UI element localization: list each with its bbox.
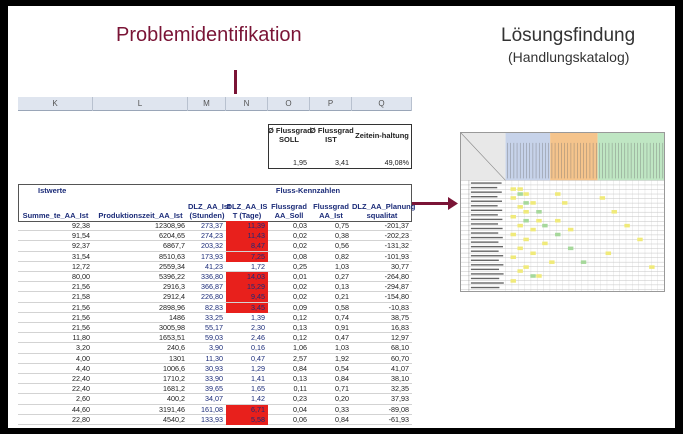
col-header-p[interactable]: P bbox=[310, 97, 352, 111]
catalog-mark bbox=[517, 247, 522, 251]
table-cell[interactable]: 0,47 bbox=[335, 333, 349, 343]
table-cell[interactable]: 1,29 bbox=[251, 363, 265, 373]
table-cell[interactable]: 2912,4 bbox=[163, 292, 185, 302]
table-cell[interactable]: 0,02 bbox=[293, 292, 307, 302]
table-cell[interactable]: 0,13 bbox=[293, 374, 307, 383]
summary-header-ist: Ø Flussgrad bbox=[310, 126, 354, 135]
table-cell[interactable]: -131,32 bbox=[384, 241, 409, 251]
catalog-mark bbox=[568, 228, 573, 232]
table-cell[interactable]: -202,23 bbox=[384, 231, 409, 241]
table-cell[interactable]: 2,57 bbox=[293, 353, 307, 363]
catalog-row-label bbox=[471, 251, 499, 252]
table-cell[interactable]: 21,56 bbox=[72, 323, 90, 332]
table-cell[interactable]: 0,84 bbox=[293, 363, 307, 373]
catalog-mark bbox=[542, 242, 547, 246]
group-header-flow-indicators: Fluss-Kennzahlen bbox=[275, 186, 341, 195]
catalog-mark-green bbox=[517, 192, 522, 196]
catalog-mark bbox=[511, 255, 516, 259]
table-cell[interactable]: 6204,65 bbox=[159, 231, 185, 241]
table-cell[interactable]: 0,23 bbox=[293, 394, 307, 404]
table-cell[interactable]: 226,80 bbox=[201, 292, 223, 302]
table-cell[interactable]: 0,54 bbox=[335, 363, 349, 373]
table-cell[interactable]: 11,43 bbox=[226, 231, 268, 241]
catalog-row-label bbox=[471, 260, 499, 261]
table-cell[interactable]: 5,58 bbox=[226, 415, 268, 425]
table-cell[interactable]: 30,77 bbox=[391, 261, 409, 271]
col-header-o[interactable]: O bbox=[268, 97, 310, 111]
catalog-mark-green bbox=[581, 260, 586, 264]
table-cell[interactable]: 59,03 bbox=[205, 333, 223, 343]
table-cell[interactable]: 0,38 bbox=[335, 231, 349, 241]
table-cell[interactable]: 0,11 bbox=[293, 384, 307, 394]
catalog-mark bbox=[523, 210, 528, 214]
table-cell[interactable]: 3,90 bbox=[209, 343, 223, 353]
table-cell[interactable]: -101,93 bbox=[384, 251, 409, 261]
table-cell[interactable]: 0,56 bbox=[335, 241, 349, 251]
catalog-row-label bbox=[471, 232, 498, 233]
col-header-m[interactable]: M bbox=[188, 97, 226, 111]
table-cell[interactable]: 1,03 bbox=[335, 261, 349, 271]
table-cell[interactable]: 4540,2 bbox=[163, 414, 185, 424]
table-cell[interactable]: 1,72 bbox=[251, 261, 265, 271]
table-cell[interactable]: -154,80 bbox=[384, 292, 409, 302]
catalog-mark bbox=[637, 238, 642, 242]
table-cell[interactable]: 1,92 bbox=[335, 353, 349, 363]
catalog-mark bbox=[555, 192, 560, 196]
table-cell[interactable]: 0,21 bbox=[335, 292, 349, 302]
catalog-mark bbox=[530, 252, 535, 256]
table-cell[interactable]: 0,02 bbox=[293, 231, 307, 241]
summary-header-soll: Ø Flussgrad bbox=[268, 126, 312, 135]
heading-solution-finding: Lösungsfindung bbox=[501, 25, 636, 46]
catalog-row-label bbox=[471, 278, 499, 279]
table-cell[interactable]: 41,23 bbox=[205, 261, 223, 271]
table-cell[interactable]: 0,71 bbox=[335, 384, 349, 394]
group-header-istwerte: Istwerte bbox=[38, 186, 67, 195]
catalog-row-label bbox=[471, 255, 503, 256]
catalog-mark bbox=[517, 205, 522, 209]
table-cell[interactable]: 1,39 bbox=[251, 312, 265, 322]
table-cell[interactable]: 82,83 bbox=[205, 302, 223, 312]
header-flussgrad-ist-2: AA_Ist bbox=[319, 211, 343, 220]
slide bbox=[8, 6, 675, 428]
catalog-mark bbox=[511, 279, 516, 283]
catalog-mark bbox=[555, 219, 560, 223]
table-cell[interactable]: 1,03 bbox=[335, 343, 349, 353]
table-cell[interactable]: 0,04 bbox=[293, 404, 307, 414]
catalog-row-label bbox=[471, 273, 504, 274]
table-cell[interactable]: 7,25 bbox=[226, 252, 268, 262]
table-cell[interactable]: 1,65 bbox=[251, 384, 265, 394]
table-cell[interactable]: 11,80 bbox=[72, 333, 90, 343]
catalog-mark bbox=[536, 274, 541, 278]
table-cell[interactable]: 91,54 bbox=[72, 231, 90, 241]
catalog-mark-green bbox=[530, 274, 535, 278]
catalog-row-label bbox=[471, 228, 503, 229]
summary-header-soll-2: SOLL bbox=[279, 135, 299, 144]
table-cell[interactable]: 0,02 bbox=[293, 241, 307, 251]
catalog-row-label bbox=[471, 187, 497, 188]
catalog-row-label bbox=[471, 191, 502, 192]
header-dlz-tage-1: DLZ_AA_IS bbox=[226, 202, 268, 211]
table-cell[interactable]: 0,03 bbox=[293, 221, 307, 230]
table-cell[interactable]: 3,20 bbox=[76, 343, 90, 353]
table-cell[interactable]: 336,80 bbox=[201, 272, 223, 281]
header-dlz-stunden-2: (Stunden) bbox=[189, 211, 225, 220]
table-cell[interactable]: 0,02 bbox=[293, 282, 307, 292]
table-cell[interactable]: 0,33 bbox=[335, 404, 349, 414]
table-cell[interactable]: 6,71 bbox=[226, 405, 268, 415]
table-cell[interactable]: 3191,46 bbox=[159, 404, 185, 414]
catalog-mark bbox=[549, 260, 554, 264]
table-cell[interactable]: 203,32 bbox=[201, 241, 223, 251]
header-flussgrad-ist-1: Flussgrad bbox=[313, 202, 349, 211]
table-cell[interactable]: 4,40 bbox=[76, 363, 90, 373]
table-cell[interactable]: 0,20 bbox=[335, 394, 349, 404]
catalog-mark bbox=[517, 269, 522, 273]
table-cell[interactable]: 173,93 bbox=[201, 251, 223, 261]
catalog-mark bbox=[606, 252, 611, 256]
catalog-mark bbox=[523, 238, 528, 242]
catalog-row-label bbox=[471, 264, 503, 265]
table-cell[interactable]: 55,17 bbox=[205, 323, 223, 332]
table-cell[interactable]: 21,56 bbox=[72, 312, 90, 322]
catalog-row-label bbox=[471, 210, 502, 211]
table-cell[interactable]: 21,56 bbox=[72, 282, 90, 292]
table-cell[interactable]: 0,09 bbox=[293, 302, 307, 312]
table-cell[interactable]: 0,47 bbox=[251, 353, 265, 363]
table-cell[interactable]: 1681,2 bbox=[163, 384, 185, 394]
table-cell[interactable]: 8510,63 bbox=[159, 251, 185, 261]
table-cell[interactable]: 2898,96 bbox=[159, 302, 185, 312]
table-cell[interactable]: 1710,2 bbox=[163, 374, 185, 383]
table-cell[interactable]: -89,08 bbox=[388, 404, 409, 414]
table-cell[interactable]: 0,06 bbox=[293, 414, 307, 424]
table-cell[interactable]: 9,45 bbox=[226, 292, 268, 302]
table-cell[interactable]: 92,37 bbox=[72, 241, 90, 251]
table-cell[interactable]: 2,60 bbox=[76, 394, 90, 404]
table-cell[interactable]: -264,80 bbox=[384, 272, 409, 281]
table-cell[interactable]: 0,58 bbox=[335, 302, 349, 312]
table-cell[interactable]: 80,00 bbox=[72, 272, 90, 281]
catalog-mark bbox=[511, 187, 516, 191]
table-cell[interactable]: 22,80 bbox=[72, 414, 90, 424]
table-cell[interactable]: 1006,6 bbox=[163, 363, 185, 373]
table-cell[interactable]: 38,10 bbox=[391, 374, 409, 383]
spreadsheet bbox=[18, 94, 416, 424]
arrow-right-head bbox=[448, 197, 458, 210]
catalog-mark-green bbox=[536, 210, 541, 214]
catalog-mark bbox=[530, 201, 535, 205]
table-cell[interactable]: 38,75 bbox=[391, 312, 409, 322]
catalog-mark bbox=[511, 233, 516, 237]
table-cell[interactable]: 2916,3 bbox=[163, 282, 185, 292]
header-flussgrad-soll-2: AA_Soll bbox=[274, 211, 304, 220]
header-dlz-stunden-1: DLZ_AA_Ist bbox=[188, 202, 231, 211]
table-cell[interactable]: 0,01 bbox=[293, 272, 307, 281]
catalog-row-label bbox=[471, 241, 499, 242]
header-summe: Summe_te_AA_Ist bbox=[22, 211, 89, 220]
table-cell[interactable]: 274,23 bbox=[201, 231, 223, 241]
table-cell[interactable]: 0,82 bbox=[335, 251, 349, 261]
table-cell[interactable]: 39,65 bbox=[205, 384, 223, 394]
header-dlz-planung-1: DLZ_AA_Planung bbox=[352, 202, 416, 211]
header-dlz-planung-2: squalitat bbox=[366, 211, 398, 220]
table-cell[interactable]: 1,06 bbox=[293, 343, 307, 353]
table-cell[interactable]: 4,00 bbox=[76, 353, 90, 363]
table-cell[interactable]: 12308,96 bbox=[155, 221, 185, 230]
table-cell[interactable]: 0,08 bbox=[293, 251, 307, 261]
table-cell[interactable]: 44,60 bbox=[72, 404, 90, 414]
table-cell[interactable]: 34,07 bbox=[205, 394, 223, 404]
table-cell[interactable]: 21,56 bbox=[72, 302, 90, 312]
table-cell[interactable]: 161,08 bbox=[201, 404, 223, 414]
table-cell[interactable]: 3005,98 bbox=[159, 323, 185, 332]
table-cell[interactable]: 1301 bbox=[169, 353, 185, 363]
catalog-row-label bbox=[471, 223, 498, 224]
table-cell[interactable]: 0,13 bbox=[293, 323, 307, 332]
table-cell[interactable]: 0,75 bbox=[335, 221, 349, 230]
table-cell[interactable]: 33,90 bbox=[205, 374, 223, 383]
catalog-mark bbox=[523, 192, 528, 196]
catalog-row-label bbox=[471, 182, 502, 183]
table-cell[interactable]: 37,93 bbox=[391, 394, 409, 404]
table-cell[interactable]: 1,41 bbox=[251, 374, 265, 383]
catalog-mark bbox=[612, 210, 617, 214]
catalog-row-label bbox=[471, 214, 498, 215]
catalog-mark bbox=[511, 215, 516, 219]
catalog-mark bbox=[562, 201, 567, 205]
table-cell[interactable]: 1,42 bbox=[251, 394, 265, 404]
table-cell[interactable]: 12,72 bbox=[72, 261, 90, 271]
catalog-mark-green bbox=[523, 219, 528, 223]
column-header-bar bbox=[18, 97, 412, 111]
header-produktionszeit: Produktionszeit_AA_Ist bbox=[98, 211, 183, 220]
catalog-mark bbox=[517, 224, 522, 228]
table-cell[interactable]: 0,12 bbox=[293, 312, 307, 322]
table-cell[interactable]: 22,40 bbox=[72, 374, 90, 383]
table-cell[interactable]: 41,07 bbox=[391, 363, 409, 373]
table-cell[interactable]: 32,35 bbox=[391, 384, 409, 394]
heading-problem-identification: Problemidentifikation bbox=[116, 24, 302, 46]
table-cell[interactable]: 400,2 bbox=[167, 394, 185, 404]
table-cell[interactable]: -10,83 bbox=[388, 302, 409, 312]
heading-action-catalog: (Handlungskatalog) bbox=[508, 49, 630, 65]
catalog-mark bbox=[536, 219, 541, 223]
table-cell[interactable]: 273,37 bbox=[201, 221, 223, 230]
table-cell[interactable]: 30,93 bbox=[205, 363, 223, 373]
catalog-mark-green bbox=[523, 201, 528, 205]
summary-value-soll: 1,95 bbox=[293, 158, 307, 167]
table-cell[interactable]: -201,37 bbox=[384, 221, 409, 230]
table-cell[interactable]: 3,45 bbox=[226, 303, 268, 313]
catalog-row-label bbox=[471, 237, 503, 238]
table-cell[interactable]: 60,70 bbox=[391, 353, 409, 363]
catalog-row-label bbox=[471, 201, 502, 202]
table-cell[interactable]: 0,74 bbox=[335, 312, 349, 322]
table-cell[interactable]: 15,29 bbox=[226, 282, 268, 292]
catalog-row-label bbox=[471, 269, 499, 270]
table-cell[interactable]: -294,87 bbox=[384, 282, 409, 292]
catalog-mark bbox=[649, 265, 654, 269]
catalog-mark bbox=[523, 265, 528, 269]
table-cell[interactable]: 0,13 bbox=[335, 282, 349, 292]
summary-value-zeitein: 49,08% bbox=[384, 158, 409, 167]
table-cell[interactable]: 8,47 bbox=[226, 241, 268, 251]
summary-header-ist-2: IST bbox=[325, 135, 337, 144]
table-cell[interactable]: 14,03 bbox=[226, 272, 268, 282]
table-cell[interactable]: 92,38 bbox=[72, 221, 90, 230]
table-cell[interactable]: 133,93 bbox=[201, 414, 223, 424]
header-flussgrad-soll-1: Flussgrad bbox=[271, 202, 307, 211]
table-cell[interactable]: 2,46 bbox=[251, 333, 265, 343]
table-cell[interactable]: 6867,7 bbox=[163, 241, 185, 251]
col-header-l[interactable]: L bbox=[93, 97, 188, 111]
catalog-mark bbox=[600, 196, 605, 200]
table-cell[interactable]: 0,91 bbox=[335, 323, 349, 332]
catalog-row-label bbox=[471, 246, 503, 247]
summary-header-zeitein: Zeitein-haltung bbox=[355, 131, 409, 140]
col-header-q[interactable]: Q bbox=[352, 97, 412, 111]
table-cell[interactable]: 0,84 bbox=[335, 414, 349, 424]
table-cell[interactable]: 1653,51 bbox=[159, 333, 185, 343]
table-cell[interactable]: 1486 bbox=[169, 312, 185, 322]
table-cell[interactable]: 0,16 bbox=[251, 343, 265, 353]
table-cell[interactable]: 11,39 bbox=[226, 221, 268, 231]
col-header-n[interactable]: N bbox=[226, 97, 268, 111]
catalog-block-green bbox=[598, 133, 664, 180]
catalog-row-label bbox=[471, 282, 504, 283]
catalog-mark bbox=[530, 228, 535, 232]
table-cell[interactable]: 12,97 bbox=[391, 333, 409, 343]
table-cell[interactable]: 2559,34 bbox=[159, 261, 185, 271]
action-catalog-image bbox=[460, 132, 665, 292]
table-cell[interactable]: 68,10 bbox=[391, 343, 409, 353]
catalog-row-label bbox=[471, 196, 498, 197]
table-cell[interactable]: 31,54 bbox=[72, 251, 90, 261]
catalog-mark bbox=[511, 196, 516, 200]
table-cell[interactable]: 240,6 bbox=[167, 343, 185, 353]
catalog-row-label bbox=[471, 287, 500, 288]
table-cell[interactable]: 0,25 bbox=[293, 261, 307, 271]
table-cell[interactable]: 366,87 bbox=[201, 282, 223, 292]
table-cell[interactable]: 22,40 bbox=[72, 384, 90, 394]
table-cell[interactable]: -61,93 bbox=[388, 414, 409, 424]
catalog-row-label bbox=[471, 205, 498, 206]
catalog-block-blue bbox=[506, 133, 551, 180]
table-cell[interactable]: 33,25 bbox=[205, 312, 223, 322]
catalog-row-label bbox=[471, 219, 502, 220]
catalog-mark bbox=[517, 187, 522, 191]
table-cell[interactable]: 2,30 bbox=[251, 323, 265, 332]
table-cell[interactable]: 16,83 bbox=[391, 323, 409, 332]
catalog-mark-green bbox=[542, 224, 547, 228]
summary-value-ist: 3,41 bbox=[335, 158, 349, 167]
table-cell[interactable]: 21,58 bbox=[72, 292, 90, 302]
table-cell[interactable]: 11,30 bbox=[205, 353, 223, 363]
header-dlz-tage-2: T (Tage) bbox=[232, 211, 262, 220]
catalog-mark bbox=[624, 224, 629, 228]
table-cell[interactable]: 0,27 bbox=[335, 272, 349, 281]
catalog-block-orange bbox=[550, 133, 598, 180]
table-cell[interactable]: 0,84 bbox=[335, 374, 349, 383]
table-cell[interactable]: 5396,22 bbox=[159, 272, 185, 281]
catalog-mark-green bbox=[568, 247, 573, 251]
table-cell[interactable]: 0,12 bbox=[293, 333, 307, 343]
catalog-mark-green bbox=[555, 233, 560, 237]
col-header-k[interactable]: K bbox=[18, 97, 93, 111]
